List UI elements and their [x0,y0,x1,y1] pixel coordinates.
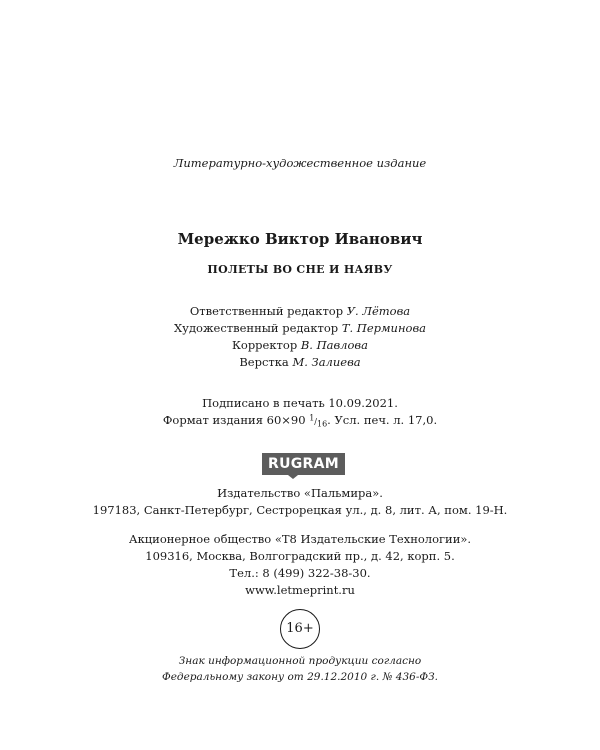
printer-phone: Тел.: 8 (499) 322-38-30. [229,566,371,580]
credit-line [0,304,600,318]
credit-role: Ответственный редактор [189,304,344,318]
credit-person: В. Павлова [300,338,368,352]
fraction-numerator: 1 [309,413,315,423]
credit-line [0,321,600,335]
printer-address: 109316, Москва, Волгоградский пр., д. 42, корп. 5. [145,549,455,563]
print-signed: Подписано в печать 10.09.2021. [202,396,398,410]
publisher-name: Издательство «Пальмира». [217,486,383,500]
law-note-line: Знак информационной продукции согласно [178,655,422,667]
printer-website: www.letmeprint.ru [245,583,355,597]
author-name: Мережко Виктор Иванович [177,230,423,248]
credit-role: Художественный редактор [174,321,339,335]
format-suffix: . Усл. печ. л. 17,0. [327,413,438,427]
fraction-denominator: 16 [316,419,328,429]
law-note-line: Федеральному закону от 29.12.2010 г. № 436-ФЗ. [162,671,438,683]
format-prefix: Формат издания 60×90 [162,413,306,427]
genre-label: Литературно-художественное издание [173,156,427,170]
publisher-address: 197183, Санкт-Петербург, Сестрорецкая ул., д. 8, лит. А, пом. 19-Н. [92,503,508,517]
credit-person: Т. Перминова [341,321,426,335]
logo-tab-icon [288,475,298,479]
book-title: ПОЛЕТЫ ВО СНЕ И НАЯВУ [207,263,393,276]
age-rating-badge: 16+ [280,609,320,649]
credit-role: Верстка [239,355,289,369]
rugram-logo: RUGRAM [262,453,345,475]
credit-line [0,338,600,352]
print-format [0,413,600,429]
format-fraction: $^1/_{16}$ [309,413,328,429]
printer-name: Акционерное общество «Т8 Издательские Технологии». [128,532,472,546]
credit-person: М. Залиева [292,355,361,369]
credit-role: Корректор [232,338,298,352]
credit-line [0,355,600,369]
credit-person: У. Лётова [346,304,411,318]
